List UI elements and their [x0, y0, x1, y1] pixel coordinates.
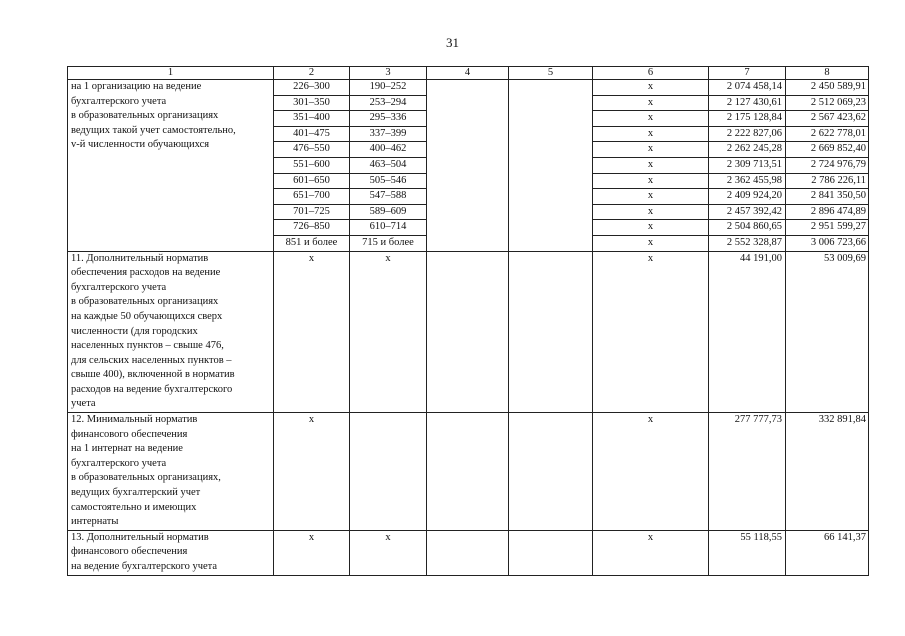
- cell-col-3: 610–714: [350, 220, 427, 236]
- cell-col-7: 2 309 713,51: [709, 157, 786, 173]
- header-cell-2: 2: [274, 67, 350, 80]
- cell-col-2: x: [274, 251, 350, 413]
- cell-col-8: 2 724 976,79: [786, 157, 869, 173]
- cell-col-8: 332 891,84: [786, 413, 869, 531]
- cell-col-2: 851 и более: [274, 235, 350, 251]
- row-description: 13. Дополнительный норматив финансового обеспечения на ведение бухгалтерского учета: [68, 530, 274, 575]
- cell-col-6: x: [593, 220, 709, 236]
- table-row-group-first: [68, 80, 869, 252]
- table-row: [68, 530, 869, 575]
- cell-col-4: [427, 251, 509, 413]
- cell-col-3: 295–336: [350, 111, 427, 127]
- table-row: [68, 80, 869, 96]
- normative-table: [67, 66, 869, 576]
- cell-col-8: 2 622 778,01: [786, 126, 869, 142]
- cell-col-4: [427, 413, 509, 531]
- cell-col-7: 2 074 458,14: [709, 80, 786, 96]
- cell-col-2: x: [274, 413, 350, 531]
- cell-col-8: 2 567 423,62: [786, 111, 869, 127]
- cell-col-3: 190–252: [350, 80, 427, 96]
- cell-col-8: 66 141,37: [786, 530, 869, 575]
- cell-col-5: [509, 251, 593, 413]
- cell-col-8: 2 841 350,50: [786, 189, 869, 205]
- cell-col-3: x: [350, 530, 427, 575]
- cell-col-2: 701–725: [274, 204, 350, 220]
- cell-col-3: 547–588: [350, 189, 427, 205]
- cell-col-3: 505–546: [350, 173, 427, 189]
- row-description: 11. Дополнительный норматив обеспечения расходов на ведение бухгалтерского учета в образовательных организациях на каждые 50 обучающихся сверх численности (для городских населенных пунктов – свыше 476, для сельских населенных пунктов – свыше 400), включенной в норматив расходов на ведение бухгалтерского учета: [68, 251, 274, 413]
- header-cell-3: 3: [350, 67, 427, 80]
- cell-col-6: x: [593, 189, 709, 205]
- cell-col-7: 2 222 827,06: [709, 126, 786, 142]
- cell-col-4: [427, 530, 509, 575]
- cell-col-7: 2 457 392,42: [709, 204, 786, 220]
- cell-col-7: 55 118,55: [709, 530, 786, 575]
- cell-col-6: x: [593, 413, 709, 531]
- cell-col-3: 715 и более: [350, 235, 427, 251]
- cell-col-3: [350, 413, 427, 531]
- cell-col-6: x: [593, 251, 709, 413]
- row-description: 12. Минимальный норматив финансового обеспечения на 1 интернат на ведение бухгалтерского учета в образовательных организациях, ведущих бухгалтерский учет самостоятельно и имеющих интернаты: [68, 413, 274, 531]
- header-cell-6: 6: [593, 67, 709, 80]
- cell-col-7: 2 552 328,87: [709, 235, 786, 251]
- cell-col-3: 463–504: [350, 157, 427, 173]
- cell-col-8: 2 450 589,91: [786, 80, 869, 96]
- table-row: [68, 413, 869, 531]
- cell-col-6: x: [593, 204, 709, 220]
- cell-col-7: 2 127 430,61: [709, 95, 786, 111]
- row-description: на 1 организацию на ведение бухгалтерского учета в образовательных организациях ведущих такой учет самостоятельно, v-й численности обучающихся: [68, 80, 274, 252]
- cell-col-5: [509, 80, 593, 252]
- cell-col-6: x: [593, 80, 709, 96]
- table-row-group-items: [68, 251, 869, 575]
- cell-col-3: 589–609: [350, 204, 427, 220]
- cell-col-3: x: [350, 251, 427, 413]
- cell-col-2: 476–550: [274, 142, 350, 158]
- cell-col-6: x: [593, 95, 709, 111]
- header-cell-1: 1: [68, 67, 274, 80]
- cell-col-2: 226–300: [274, 80, 350, 96]
- cell-col-7: 2 504 860,65: [709, 220, 786, 236]
- header-cell-4: 4: [427, 67, 509, 80]
- cell-col-7: 2 409 924,20: [709, 189, 786, 205]
- cell-col-6: x: [593, 111, 709, 127]
- header-row: [68, 67, 869, 80]
- page-number: 31: [446, 35, 459, 50]
- cell-col-7: 2 362 455,98: [709, 173, 786, 189]
- header-cell-5: 5: [509, 67, 593, 80]
- cell-col-2: 551–600: [274, 157, 350, 173]
- cell-col-8: 2 951 599,27: [786, 220, 869, 236]
- cell-col-4: [427, 80, 509, 252]
- cell-col-6: x: [593, 157, 709, 173]
- cell-col-8: 2 512 069,23: [786, 95, 869, 111]
- cell-col-8: 3 006 723,66: [786, 235, 869, 251]
- cell-col-6: x: [593, 235, 709, 251]
- cell-col-8: 53 009,69: [786, 251, 869, 413]
- cell-col-2: 401–475: [274, 126, 350, 142]
- cell-col-6: x: [593, 530, 709, 575]
- cell-col-2: 726–850: [274, 220, 350, 236]
- cell-col-3: 337–399: [350, 126, 427, 142]
- cell-col-5: [509, 530, 593, 575]
- cell-col-8: 2 896 474,89: [786, 204, 869, 220]
- cell-col-5: [509, 413, 593, 531]
- cell-col-8: 2 786 226,11: [786, 173, 869, 189]
- cell-col-7: 44 191,00: [709, 251, 786, 413]
- header-cell-7: 7: [709, 67, 786, 80]
- cell-col-8: 2 669 852,40: [786, 142, 869, 158]
- cell-col-2: x: [274, 530, 350, 575]
- cell-col-3: 400–462: [350, 142, 427, 158]
- cell-col-7: 277 777,73: [709, 413, 786, 531]
- cell-col-2: 651–700: [274, 189, 350, 205]
- cell-col-2: 601–650: [274, 173, 350, 189]
- cell-col-2: 301–350: [274, 95, 350, 111]
- cell-col-3: 253–294: [350, 95, 427, 111]
- cell-col-6: x: [593, 126, 709, 142]
- cell-col-7: 2 175 128,84: [709, 111, 786, 127]
- cell-col-2: 351–400: [274, 111, 350, 127]
- cell-col-6: x: [593, 142, 709, 158]
- table-row: [68, 251, 869, 413]
- cell-col-7: 2 262 245,28: [709, 142, 786, 158]
- cell-col-6: x: [593, 173, 709, 189]
- header-cell-8: 8: [786, 67, 869, 80]
